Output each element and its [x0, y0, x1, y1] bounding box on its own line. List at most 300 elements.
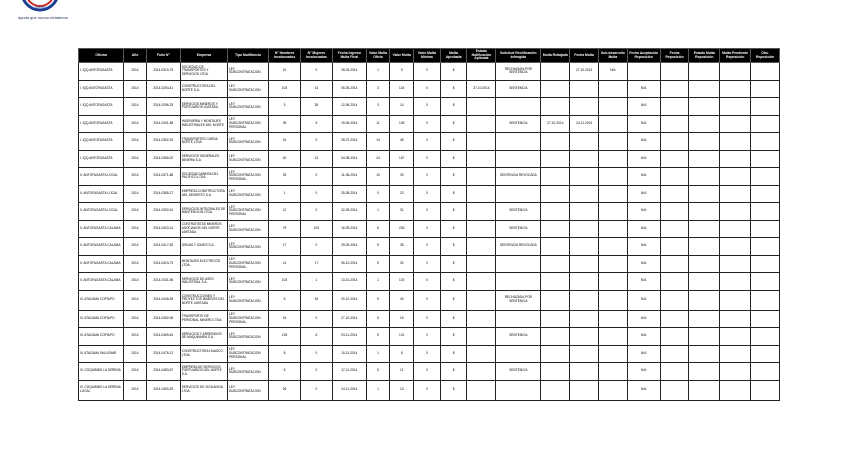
table-cell: III. ATACAMA COPIAPO	[79, 310, 124, 328]
table-cell	[541, 185, 570, 203]
table-cell	[689, 63, 720, 81]
table-cell	[720, 80, 751, 98]
table-cell	[720, 380, 751, 400]
table-cell: 27-10-2014	[541, 115, 570, 133]
table-cell: LEY SUBCONTRATACION PERSONAL	[228, 115, 269, 133]
table-cell: 2014	[124, 255, 147, 273]
table-cell	[541, 273, 570, 291]
table-cell	[689, 255, 720, 273]
table-cell: 2014	[124, 203, 147, 221]
table-cell	[570, 185, 599, 203]
table-cell: III. ATACAMA COPIAPO	[79, 290, 124, 310]
table-cell: $	[440, 80, 467, 98]
table-cell: 2014-0469-44	[146, 328, 180, 346]
table-cell	[751, 185, 780, 203]
table-cell: 2014-0424-73	[146, 255, 180, 273]
table-row	[79, 345, 780, 363]
table-cell: I. IQQ ANTOFAGASTA	[79, 80, 124, 98]
table-cell: 10	[269, 63, 301, 81]
table-cell	[467, 150, 496, 168]
table-cell: 40	[390, 290, 414, 310]
table-cell	[598, 168, 627, 186]
table-cell: 27-10-2014	[570, 63, 599, 81]
table-cell: SERVICIOS DE ASEO INDUSTRIAL S.A.	[180, 273, 227, 291]
table-cell	[598, 380, 627, 400]
table-cell	[720, 168, 751, 186]
table-cell: RECHAZADA POR SENTENCIA	[496, 290, 541, 310]
table-cell: N/A	[627, 220, 660, 238]
table-cell: TRANSPORTES CARGA NORTE LTDA.	[180, 133, 227, 151]
table-cell: 103	[269, 80, 301, 98]
table-cell: RECHAZADA POR SENTENCIA	[496, 63, 541, 81]
table-cell: 8	[269, 345, 301, 363]
table-cell: 04-08-2014	[332, 150, 366, 168]
table-cell: N/A	[627, 328, 660, 346]
table-cell: 28-07-2014	[332, 133, 366, 151]
table-row	[79, 220, 780, 238]
table-cell: 39	[269, 115, 301, 133]
table-header-row	[79, 49, 780, 63]
table-cell	[598, 363, 627, 381]
table-cell: LEY SUBCONTRATACION	[228, 328, 269, 346]
column-header: Oficina	[79, 49, 124, 63]
table-cell: III. ATACAMA COPIAPO	[79, 328, 124, 346]
table-cell	[541, 363, 570, 381]
table-cell	[689, 133, 720, 151]
table-cell: I. IQQ ANTOFAGASTA	[79, 115, 124, 133]
table-cell	[598, 345, 627, 363]
table-cell	[541, 290, 570, 310]
table-cell: 14	[269, 255, 301, 273]
table-cell	[660, 310, 689, 328]
table-cell: LEY SUBCONTRATACION	[228, 273, 269, 291]
table-cell: I. IQQ ANTOFAGASTA	[79, 150, 124, 168]
table-cell	[598, 80, 627, 98]
table-row	[79, 203, 780, 221]
table-cell	[541, 255, 570, 273]
table-row	[79, 238, 780, 256]
table-cell: 2014	[124, 380, 147, 400]
table-cell: CONTRATISTAS MINEROS ASOCIADOS DEL NORTE LIMITADA	[180, 220, 227, 238]
table-cell: 05-05-2014	[332, 80, 366, 98]
table-cell: 03-11-2014	[332, 328, 366, 346]
table-cell: 124	[390, 80, 414, 98]
table-cell	[496, 98, 541, 116]
table-cell	[570, 150, 599, 168]
table-cell	[751, 255, 780, 273]
column-header: Estado Multa Reposición	[689, 49, 720, 63]
logo-text: Trabajo	[34, 5, 46, 9]
table-cell: INGENIERIA Y MONTAJES INDUSTRIALES DEL NORTE	[180, 115, 227, 133]
table-cell: $	[440, 363, 467, 381]
table-cell	[541, 98, 570, 116]
table-cell	[720, 98, 751, 116]
table-cell: 16-09-2014	[332, 220, 366, 238]
table-cell	[751, 133, 780, 151]
table-cell: SENTENCIA	[496, 328, 541, 346]
table-cell	[660, 150, 689, 168]
table-cell: $	[440, 273, 467, 291]
table-cell: 125	[269, 328, 301, 346]
table-cell: 2014-0452-08	[146, 310, 180, 328]
table-cell: 103	[269, 273, 301, 291]
table-cell: SENTENCIA	[496, 203, 541, 221]
table-cell: 2014-0296-33	[146, 98, 180, 116]
table-cell: 34	[300, 290, 332, 310]
table-cell: 0	[414, 380, 441, 400]
table-row	[79, 168, 780, 186]
table-cell: I. IQQ ANTOFAGASTA	[79, 98, 124, 116]
table-cell	[751, 310, 780, 328]
table-cell: 5	[366, 310, 390, 328]
table-cell: LEY SUBCONTRATACION	[228, 98, 269, 116]
table-cell	[467, 238, 496, 256]
table-cell: N/A	[627, 133, 660, 151]
table-cell: 226	[390, 220, 414, 238]
table-cell	[660, 345, 689, 363]
table-cell	[570, 203, 599, 221]
table-cell	[598, 255, 627, 273]
table-cell: 2014-0392-61	[146, 203, 180, 221]
table-cell: LEY SUBCONTRATACION	[228, 133, 269, 151]
table-cell	[689, 80, 720, 98]
column-header: Fecha Multa	[570, 49, 599, 63]
table-cell: CONSTRUCTORA HUASCO LTDA.	[180, 345, 227, 363]
table-cell: $	[440, 328, 467, 346]
table-cell	[689, 328, 720, 346]
table-cell: N/A	[627, 310, 660, 328]
table-cell: N/A	[627, 363, 660, 381]
table-cell: 17	[269, 238, 301, 256]
table-cell: 2014-0476-12	[146, 345, 180, 363]
table-cell: 23	[390, 185, 414, 203]
table-cell: LEY SUBCONTRATACION PERSONAL	[228, 203, 269, 221]
table-cell	[541, 220, 570, 238]
table-cell: 3	[366, 98, 390, 116]
table-cell: N/A	[627, 273, 660, 291]
table-cell: LEY SUBCONTRATACION PERSONAL	[228, 168, 269, 186]
table-cell	[467, 290, 496, 310]
fines-table	[78, 48, 780, 401]
table-cell: 2014	[124, 238, 147, 256]
table-cell: N/A	[627, 238, 660, 256]
table-cell	[496, 133, 541, 151]
table-cell: 0	[300, 185, 332, 203]
table-cell: 20-10-2014	[332, 290, 366, 310]
table-cell: LEY SUBCONTRATACION PERSONAL	[228, 310, 269, 328]
table-cell: 13	[390, 380, 414, 400]
table-cell: 2014-0371-88	[146, 168, 180, 186]
table-cell	[570, 328, 599, 346]
table-cell: 5	[366, 290, 390, 310]
table-cell	[570, 290, 599, 310]
table-cell	[660, 363, 689, 381]
table-cell	[541, 133, 570, 151]
table-cell: 105	[390, 115, 414, 133]
table-row	[79, 98, 780, 116]
column-header: Folio N°	[146, 49, 180, 63]
table-cell: 0	[414, 310, 441, 328]
table-cell: N/A	[627, 150, 660, 168]
table-cell: IV. COQUIMBO LA SERENA LOCAL	[79, 380, 124, 400]
table-cell: 5	[366, 328, 390, 346]
table-cell: N/A	[627, 115, 660, 133]
table-cell: 32	[390, 255, 414, 273]
table-cell	[570, 273, 599, 291]
table-cell: $	[440, 380, 467, 400]
table-cell	[689, 150, 720, 168]
table-cell	[598, 273, 627, 291]
table-cell: SERVICIOS DE VIGILANCIA LTDA.	[180, 380, 227, 400]
table-cell: 0	[414, 363, 441, 381]
table-cell	[660, 273, 689, 291]
table-cell	[598, 220, 627, 238]
table-cell: 0	[414, 98, 441, 116]
table-cell: $	[440, 220, 467, 238]
table-cell	[720, 203, 751, 221]
table-cell: 33	[269, 168, 301, 186]
table-cell: 0	[414, 168, 441, 186]
table-cell: 15	[269, 133, 301, 151]
table-cell	[467, 185, 496, 203]
table-cell: II. ANTOFAGASTA CALAMA	[79, 273, 124, 291]
table-cell	[720, 290, 751, 310]
table-cell: 0	[414, 220, 441, 238]
table-cell: $	[440, 238, 467, 256]
table-cell	[720, 310, 751, 328]
table-cell: 131	[390, 328, 414, 346]
table-row	[79, 310, 780, 328]
table-cell: $	[440, 63, 467, 81]
column-header: Obs. Reposición	[751, 49, 780, 63]
table-cell: 0	[414, 133, 441, 151]
table-cell	[751, 115, 780, 133]
table-cell	[467, 115, 496, 133]
table-cell: 40	[269, 150, 301, 168]
table-cell: 9	[390, 63, 414, 81]
table-cell	[751, 63, 780, 81]
table-cell: N/A	[598, 63, 627, 81]
table-row	[79, 273, 780, 291]
table-cell	[467, 255, 496, 273]
table-cell: SENTENCIA	[496, 363, 541, 381]
table-cell: SENTENCIA	[496, 220, 541, 238]
table-cell	[689, 290, 720, 310]
table-cell	[751, 203, 780, 221]
table-cell	[598, 328, 627, 346]
table-cell: 28	[300, 98, 332, 116]
table-cell: MONTAJES ELECTRICOS LTDA.	[180, 255, 227, 273]
column-header: Fecha Aceptación Reposición	[627, 49, 660, 63]
table-cell: SOCIEDAD MINERA DEL PACIFICO LTDA.	[180, 168, 227, 186]
table-cell: N/A	[627, 185, 660, 203]
table-cell	[720, 345, 751, 363]
table-cell: EMPRESA CONSTRUCTORA DEL DESIERTO S.A.	[180, 185, 227, 203]
table-cell: 3	[269, 98, 301, 116]
column-header: Valor Multa	[390, 49, 414, 63]
table-cell: 2014	[124, 133, 147, 151]
table-cell	[541, 203, 570, 221]
table-cell: 15	[269, 310, 301, 328]
table-cell: SENTENCIA REVOCADA	[496, 238, 541, 256]
table-cell: N/A	[627, 98, 660, 116]
table-cell: $	[440, 133, 467, 151]
table-cell	[689, 380, 720, 400]
table-cell: 2014-0366-02	[146, 150, 180, 168]
table-cell	[689, 363, 720, 381]
table-cell: LEY SUBCONTRATACION	[228, 380, 269, 400]
column-header: Estado Notificación Aplicada	[467, 49, 496, 63]
table-cell: 1	[366, 380, 390, 400]
table-cell: 167	[390, 150, 414, 168]
table-cell	[660, 220, 689, 238]
table-cell: 1	[366, 273, 390, 291]
table-cell: 2014-0483-67	[146, 363, 180, 381]
table-cell: 3	[366, 80, 390, 98]
table-cell: $	[440, 115, 467, 133]
table-cell	[751, 220, 780, 238]
table-cell	[660, 255, 689, 273]
table-cell	[598, 150, 627, 168]
table-cell	[720, 115, 751, 133]
column-header: Multa Rebajada	[541, 49, 570, 63]
table-cell: 48	[390, 133, 414, 151]
table-cell: 0	[300, 133, 332, 151]
table-cell: 12-06-2014	[332, 98, 366, 116]
table-cell	[660, 290, 689, 310]
table-cell	[467, 133, 496, 151]
table-cell: 0	[414, 185, 441, 203]
table-cell: 2014-0341-58	[146, 115, 180, 133]
table-cell: 0	[300, 363, 332, 381]
table-cell	[570, 345, 599, 363]
table-cell: 14	[300, 80, 332, 98]
table-cell: 0	[414, 203, 441, 221]
table-cell: LEY SUBCONTRATACION	[228, 220, 269, 238]
table-cell	[689, 220, 720, 238]
table-cell: 8	[390, 345, 414, 363]
table-cell: 0	[414, 63, 441, 81]
table-cell	[598, 203, 627, 221]
table-cell	[541, 310, 570, 328]
table-cell: IV. COQUIMBO LA SERENA	[79, 363, 124, 381]
table-cell	[720, 363, 751, 381]
table-cell: 0	[300, 63, 332, 81]
table-cell	[496, 380, 541, 400]
table-cell: 14	[390, 98, 414, 116]
table-cell: 1	[366, 203, 390, 221]
table-cell	[660, 203, 689, 221]
table-cell	[467, 220, 496, 238]
table-row	[79, 185, 780, 203]
table-cell: SERVICIOS GENERALES MINERIA S.A.	[180, 150, 227, 168]
column-header: Empresa	[180, 49, 227, 63]
table-cell	[720, 220, 751, 238]
table-cell	[751, 238, 780, 256]
table-cell: 120	[390, 273, 414, 291]
table-cell: SERVICIOS Y ARRIENDOS DE MAQUINARIA S.A.	[180, 328, 227, 346]
table-cell	[689, 115, 720, 133]
table-cell	[598, 290, 627, 310]
table-cell	[660, 185, 689, 203]
table-cell: 24	[366, 150, 390, 168]
table-cell: 2014-0403-14	[146, 220, 180, 238]
table-cell: TRANSPORTE DE PERSONAL MINERO LTDA.	[180, 310, 227, 328]
table-cell	[598, 238, 627, 256]
table-cell	[598, 115, 627, 133]
table-cell	[496, 273, 541, 291]
table-cell: 1	[269, 185, 301, 203]
table-cell	[496, 310, 541, 328]
table-cell	[467, 273, 496, 291]
table-cell: $	[440, 345, 467, 363]
table-cell	[570, 310, 599, 328]
table-cell: CONSTRUCTORA DEL NORTE S.A.	[180, 80, 227, 98]
table-cell	[751, 328, 780, 346]
table-row	[79, 290, 780, 310]
table-cell: 15	[390, 310, 414, 328]
table-cell	[720, 238, 751, 256]
table-cell	[598, 98, 627, 116]
table-cell: 6	[269, 290, 301, 310]
table-cell: SOCIEDAD DE TRANSPORTES Y SERVICIOS LTDA.	[180, 63, 227, 81]
table-cell: 1	[366, 345, 390, 363]
table-cell: 28-03-2014	[332, 63, 366, 81]
table-cell: LEY SUBCONTRATACION	[228, 150, 269, 168]
table-cell	[541, 345, 570, 363]
table-cell: 2014	[124, 98, 147, 116]
table-cell: 2014	[124, 80, 147, 98]
table-cell: 2014-0352-19	[146, 133, 180, 151]
table-cell	[689, 238, 720, 256]
table-cell	[751, 98, 780, 116]
table-cell	[751, 150, 780, 168]
table-cell: 0	[300, 238, 332, 256]
table-cell: 2014	[124, 220, 147, 238]
table-cell	[570, 380, 599, 400]
table-cell	[660, 133, 689, 151]
table-cell: 2014	[124, 63, 147, 81]
table-cell	[570, 80, 599, 98]
table-cell: 2014-0417-50	[146, 238, 180, 256]
table-cell	[467, 63, 496, 81]
table-cell	[541, 238, 570, 256]
table-cell	[496, 150, 541, 168]
table-cell	[720, 63, 751, 81]
table-cell: 10-11-2014	[332, 345, 366, 363]
table-cell	[689, 273, 720, 291]
table-cell: 27-10-2014	[467, 80, 496, 98]
table-cell: 2014	[124, 328, 147, 346]
table-cell	[496, 255, 541, 273]
table-cell: 2014	[124, 273, 147, 291]
table-cell: 0	[300, 168, 332, 186]
table-cell: 13-10-2014	[332, 273, 366, 291]
table-cell: N/A	[627, 80, 660, 98]
table-cell	[570, 98, 599, 116]
column-header: Valor Multa Mínima	[414, 49, 441, 63]
table-cell	[541, 168, 570, 186]
table-cell: 2014	[124, 150, 147, 168]
table-cell	[598, 133, 627, 151]
table-cell	[660, 115, 689, 133]
table-cell	[751, 345, 780, 363]
table-cell: 0	[414, 255, 441, 273]
table-cell: 28	[390, 238, 414, 256]
table-cell: N/A	[627, 380, 660, 400]
column-header: Fecha Ingreso Multa Final	[332, 49, 366, 63]
table-cell: 33	[390, 168, 414, 186]
